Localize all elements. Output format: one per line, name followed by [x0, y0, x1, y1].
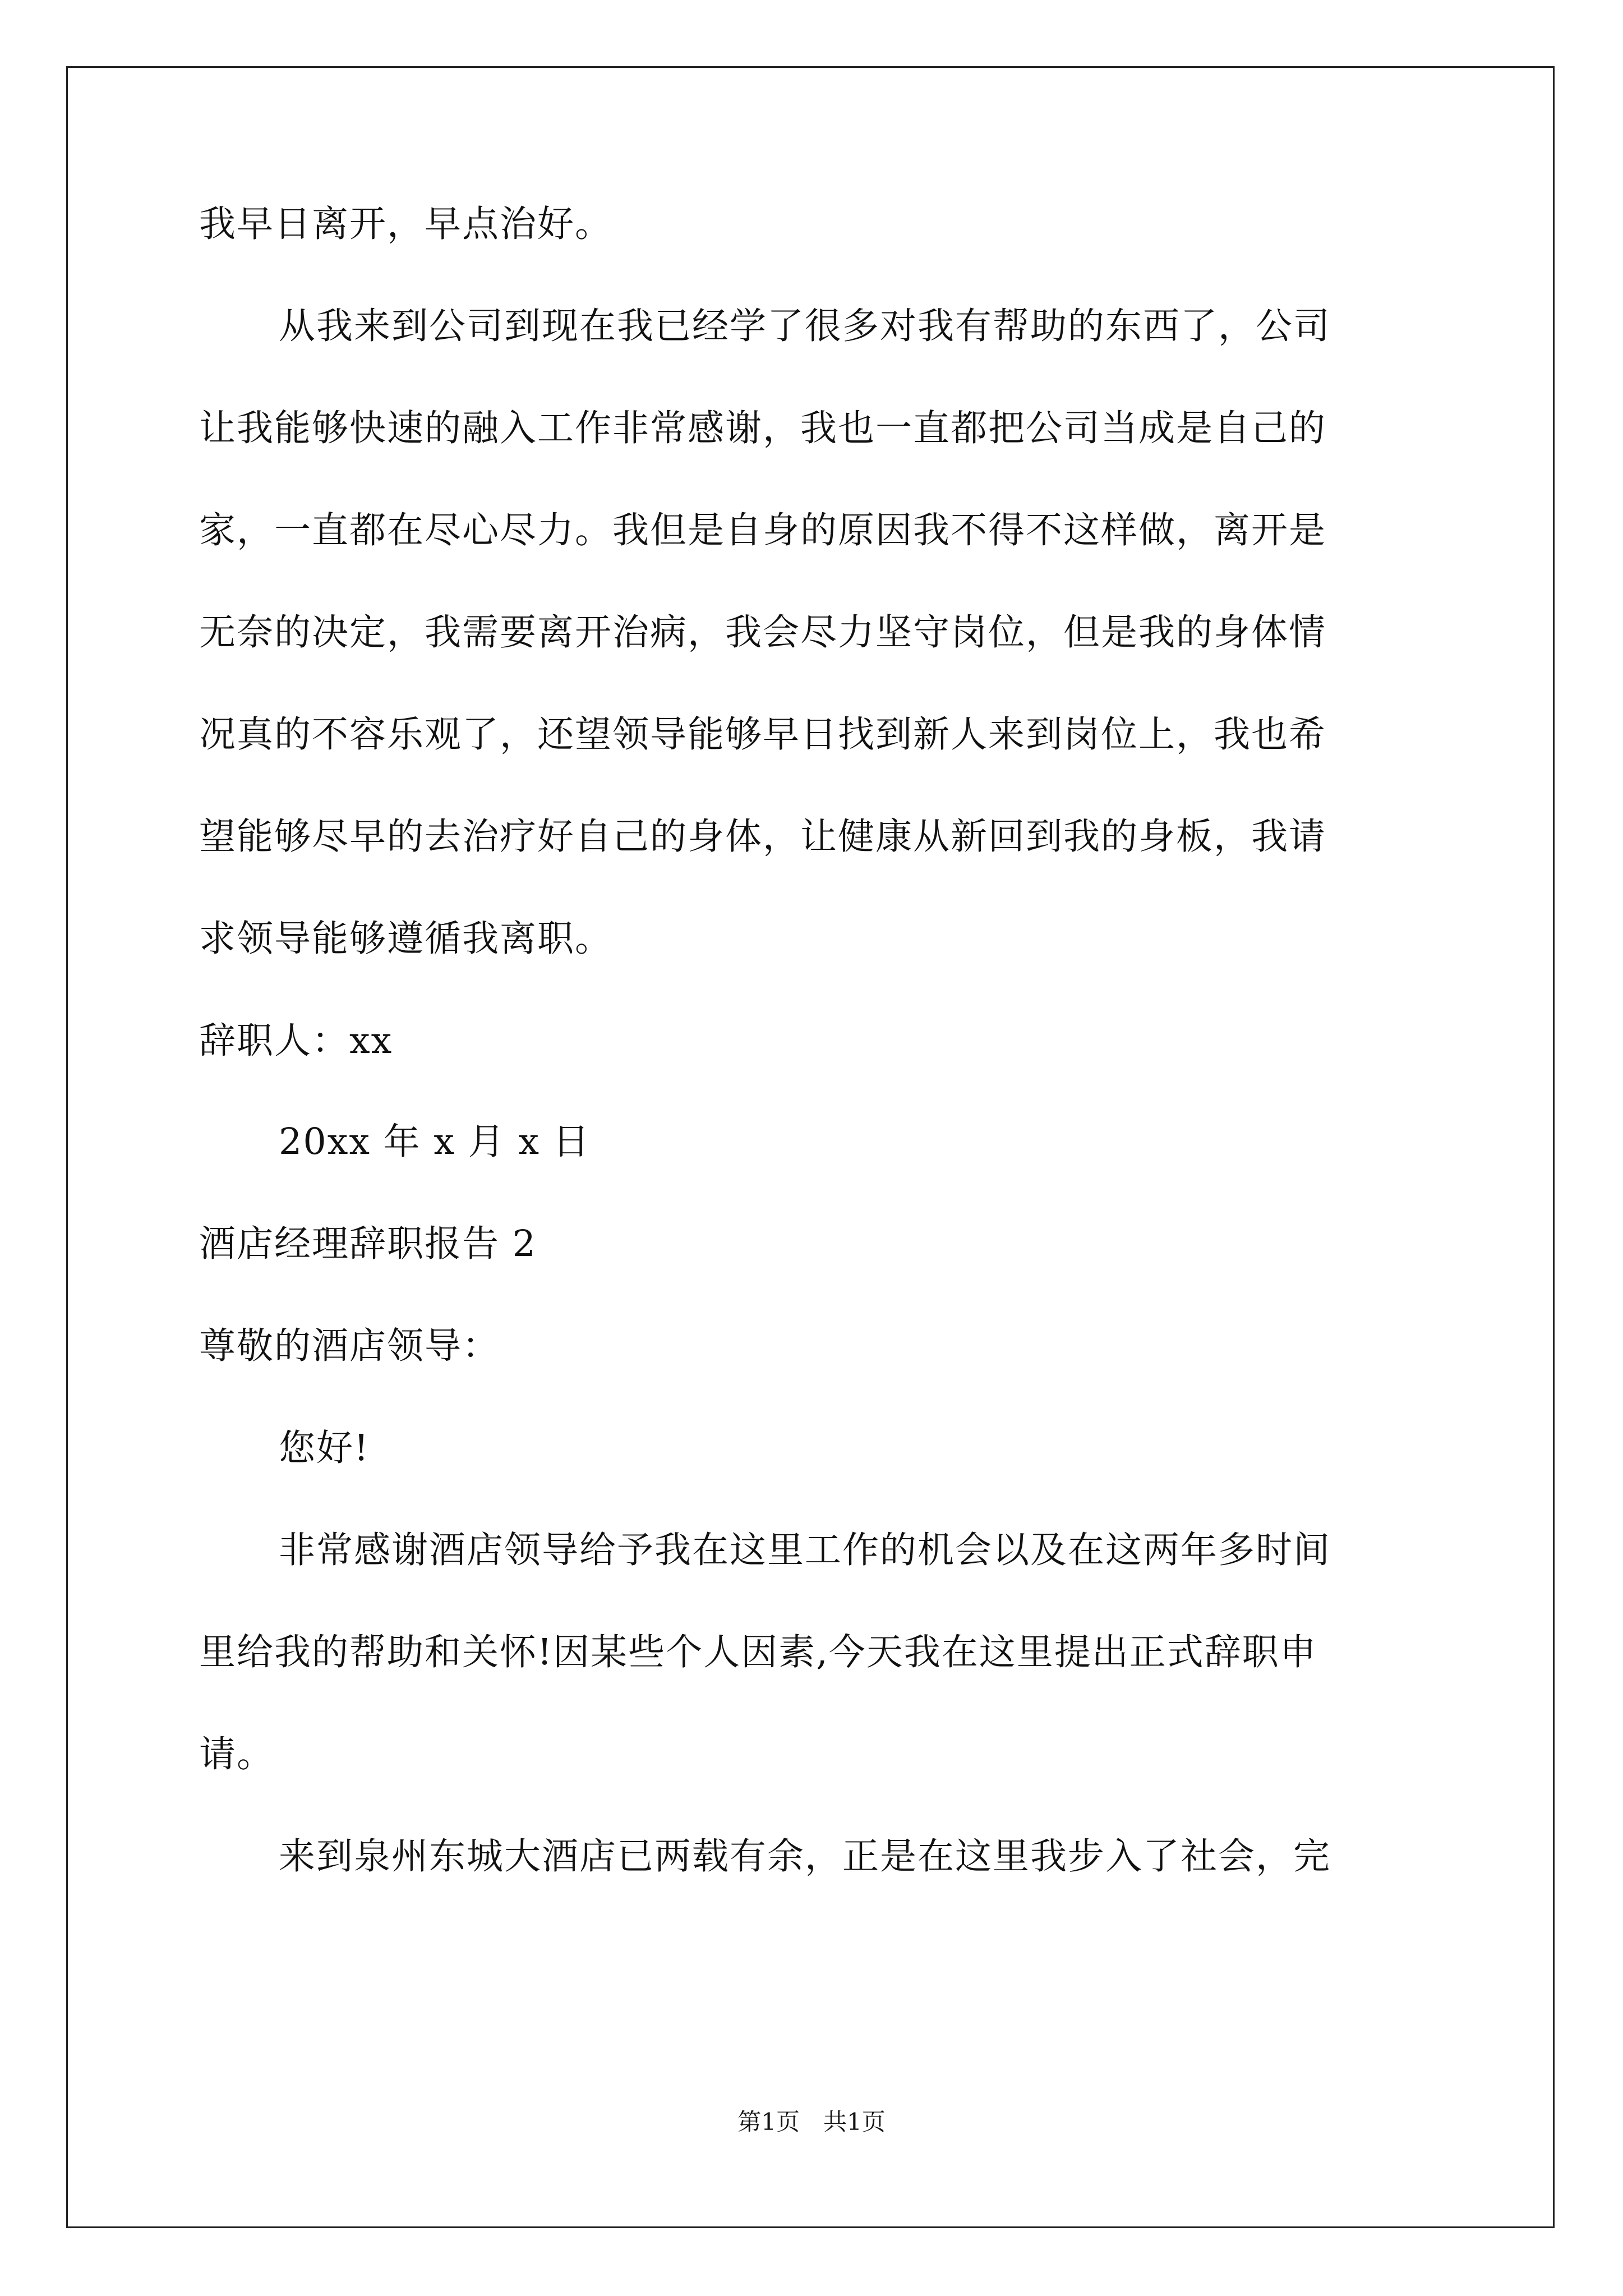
text-line: 请。	[199, 1733, 275, 1775]
paragraph-start-line: 来到泉州东城大酒店已两载有余，正是在这里我步入了社会，完	[279, 1835, 1331, 1878]
text-line: 让我能够快速的融入工作非常感谢，我也一直都把公司当成是自己的	[199, 407, 1327, 449]
text-line: 望能够尽早的去治疗好自己的身体，让健康从新回到我的身板，我请	[199, 816, 1327, 858]
text-line: 里给我的帮助和关怀!因某些个人因素,今天我在这里提出正式辞职申	[199, 1631, 1317, 1673]
page-number-footer: 第1页 共1页	[737, 2108, 886, 2136]
text-line: 无奈的决定，我需要离开治病，我会尽力坚守岗位，但是我的身体情	[199, 611, 1327, 654]
text-line: 况真的不容乐观了，还望领导能够早日找到新人来到岗位上，我也希	[199, 714, 1327, 756]
paragraph-start-line: 从我来到公司到现在我已经学了很多对我有帮助的东西了，公司	[279, 305, 1331, 347]
section-title: 酒店经理辞职报告 2	[199, 1223, 537, 1265]
text-line: 我早日离开，早点治好。	[199, 203, 613, 245]
salutation: 尊敬的酒店领导：	[199, 1325, 500, 1367]
date-line: 20xx 年 x 月 x 日	[279, 1121, 591, 1163]
signature-line: 辞职人：xx	[199, 1020, 393, 1062]
text-line: 家，一直都在尽心尽力。我但是自身的原因我不得不这样做，离开是	[199, 509, 1327, 551]
text-line: 求领导能够遵循我离职。	[199, 918, 613, 960]
greeting: 您好!	[279, 1427, 370, 1469]
paragraph-start-line: 非常感谢酒店领导给予我在这里工作的机会以及在这两年多时间	[279, 1529, 1331, 1571]
